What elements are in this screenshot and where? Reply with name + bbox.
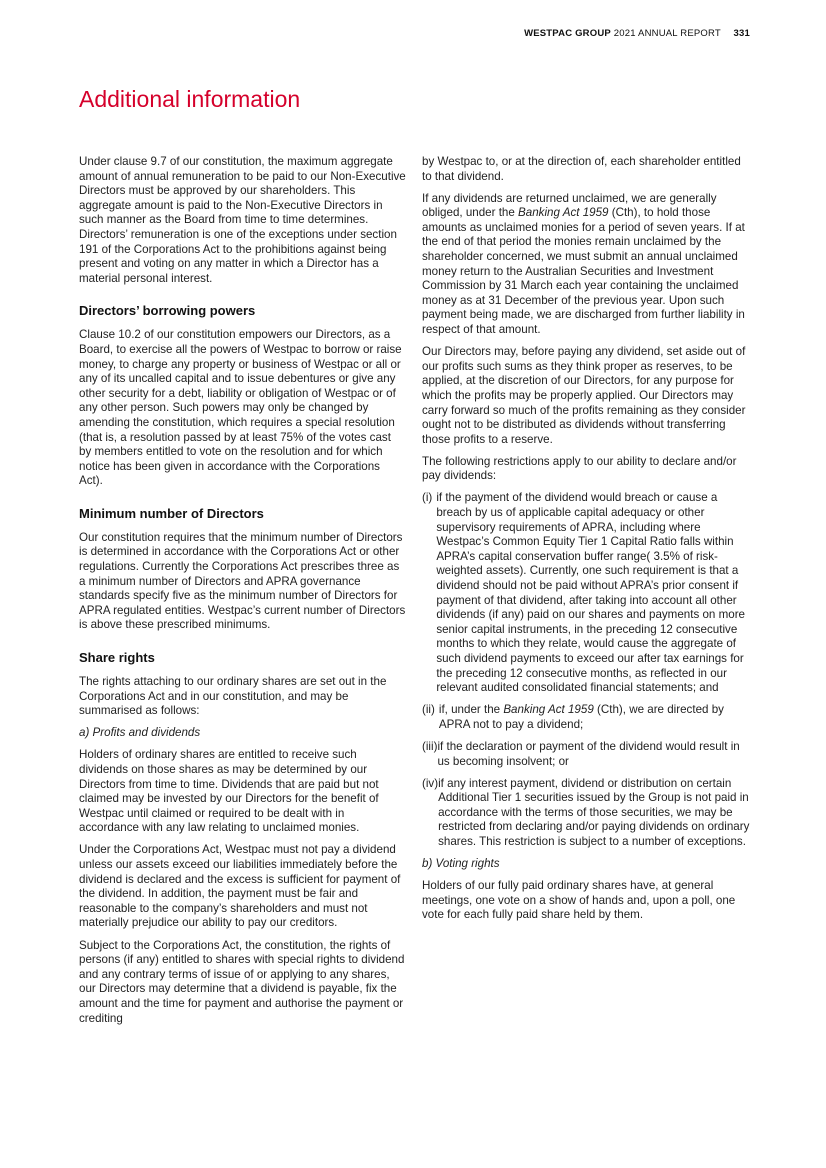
voting-rights-paragraph: Holders of our fully paid ordinary shares have, at general meetings, one vote on a show of hands and, upon a poll, one vote for each fully paid share held by them. <box>422 879 736 922</box>
borrowing-powers-paragraph: Clause 10.2 of our constitution empowers our Directors, as a Board, to exercise all the powers of Westpac to borrow or raise money, to charge any property or business of Westpac or all or any of its uncalled capital and to issue debentures or give any other security for a debt, liability or obligation of Westpac or of any other person. Such powers may only be changed by amending the constitution, which requires a special resolution (that is, a resolution passed by at least 75% of the votes cast by members entitled to vote on the resolution and for which notice has been given in accordance with the Corporations Act). <box>79 328 402 488</box>
list-item-text: if the payment of the dividend would breach or cause a breach by us of applicable capital adequacy or other supervisory requirements of APRA, including where Westpac’s Common Equity Tier 1 Capital Ratio falls within APRA’s capital conservation buffer range( 3.5% of risk-weighted assets). Currently, one such requirement is that a dividend should not be paid without APRA’s prior consent if payment of that dividend, after taking into account all other dividends (if any) paid on our shares and payments on more senior capital instruments, in the preceding 12 consecutive months to which they relate, would cause the aggregate of such dividend payments to exceed our after tax earnings for the preceding 12 consecutive months, as reflected in our relevant audited consolidated financial statements; and <box>436 491 746 695</box>
reserves-paragraph: Our Directors may, before paying any dividend, set aside out of our profits such sums as they think proper as reserves, to be applied, at the discretion of our Directors, for any purpose for which the profits may be properly applied. Our Directors may carry forward so much of the profits remaining as they consider ought not to be distributed as dividends without transferring those profits to a reserve. <box>422 345 746 446</box>
corporations-act-paragraph: Under the Corporations Act, Westpac must not pay a dividend unless our assets exceed our liabilities immediately before the dividend is declared and the excess is sufficient for payment of the dividend. In addition, the payment must be fair and reasonable to the company’s shareholders and must not materially prejudice our ability to pay our creditors. <box>79 843 401 930</box>
voting-rights-subheading: b) Voting rights <box>422 857 500 871</box>
restrictions-paragraph: The following restrictions apply to our ability to declare and/or pay dividends: <box>422 454 737 483</box>
list-marker: (iii) <box>422 739 438 753</box>
list-item-text-b: (Cth), we are directed by APRA not to pay a dividend; <box>438 703 724 731</box>
list-item <box>422 740 752 769</box>
header-report: 2021 ANNUAL REPORT <box>613 28 721 39</box>
unclaimed-paragraph <box>422 192 752 338</box>
list-item <box>422 777 752 850</box>
borrowing-powers-heading: Directors’ borrowing powers <box>79 303 256 319</box>
page-number: 331 <box>733 28 750 39</box>
banking-act-reference: Banking Act 1959 <box>503 703 594 717</box>
list-marker: (ii) <box>422 703 435 717</box>
banking-act-reference: Banking Act 1959 <box>518 206 609 220</box>
list-marker: (i) <box>422 491 433 505</box>
unclaimed-text-b: (Cth), to hold those amounts as unclaimed monies for a period of seven years. If at the end of that period the monies remain unclaimed by the shareholder concerned, we must submit an annual unclaimed money return to the Australian Securities and Investment Commission by 31 March each year containing the unclaimed money as at 31 December of the previous year. Upon such payment being made, we are discharged from further liability in respect of that amount. <box>422 206 745 337</box>
minimum-directors-paragraph: Our constitution requires that the minimum number of Directors is determined in accordance with the Corporations Act or other regulations. Currently the Corporations Act prescribes three as a minimum number of Directors and APRA governance standards specify five as the minimum number of Directors for APRA regulated entities. Westpac’s current number of Directors is above these prescribed minimums. <box>79 530 406 632</box>
list-item-text <box>439 703 752 732</box>
share-rights-heading: Share rights <box>79 650 155 666</box>
remuneration-paragraph: Under clause 9.7 of our constitution, the maximum aggregate amount of annual remuneration to be paid to our Non-Executive Directors must be approved by our shareholders. This aggregate amount is paid to the Non-Executive Directors in such manner as the Board from time to time determines. Directors’ remuneration is one of the exceptions under section 191 of the Corporations Act to the prohibitions against being present and voting on any matter in which a Director has a material personal interest. <box>79 155 406 285</box>
profits-dividends-subheading: a) Profits and dividends <box>79 726 201 740</box>
left-column <box>79 155 406 1034</box>
list-marker: (iv) <box>422 776 439 790</box>
holders-paragraph: Holders of ordinary shares are entitled to receive such dividends on those shares as may be determined by our Directors from time to time. Dividends that are paid but not claimed may be invested by our Directors for the benefit of Westpac until claimed or required to be dealt with in accordance with any law relating to unclaimed monies. <box>79 748 379 835</box>
share-rights-paragraph: The rights attaching to our ordinary shares are set out in the Corporations Act and in our constitution, and may be summarised as follows: <box>79 675 387 718</box>
running-header <box>524 28 750 39</box>
list-item-text: if the declaration or payment of the dividend would result in us becoming insolvent; or <box>437 739 740 768</box>
subject-paragraph: Subject to the Corporations Act, the constitution, the rights of persons (if any) entitled to shares with special rights to dividend and any contrary terms of issue of or applying to any shares, our Directors may determine that a dividend is payable, fix the amount and the time for payment and authorise the payment or crediting <box>79 938 405 1025</box>
unclaimed-text-a: If any dividends are returned unclaimed, we are generally obliged, under the <box>422 191 717 220</box>
list-item-text-a: if, under the <box>438 703 504 717</box>
right-column <box>422 155 752 931</box>
minimum-directors-heading: Minimum number of Directors <box>79 505 264 521</box>
list-item <box>422 703 752 732</box>
header-brand: WESTPAC GROUP <box>524 28 611 39</box>
list-item <box>422 491 752 695</box>
continuation-paragraph: by Westpac to, or at the direction of, each shareholder entitled to that dividend. <box>422 155 741 183</box>
list-item-text: if any interest payment, dividend or distribution on certain Additional Tier 1 securities issued by the Group is not paid in accordance with the terms of those securities, we may be restricted from declaring and/or paying dividends on ordinary shares. This restriction is subject to a number of exceptions. <box>438 776 750 849</box>
page-title: Additional information <box>79 86 301 112</box>
